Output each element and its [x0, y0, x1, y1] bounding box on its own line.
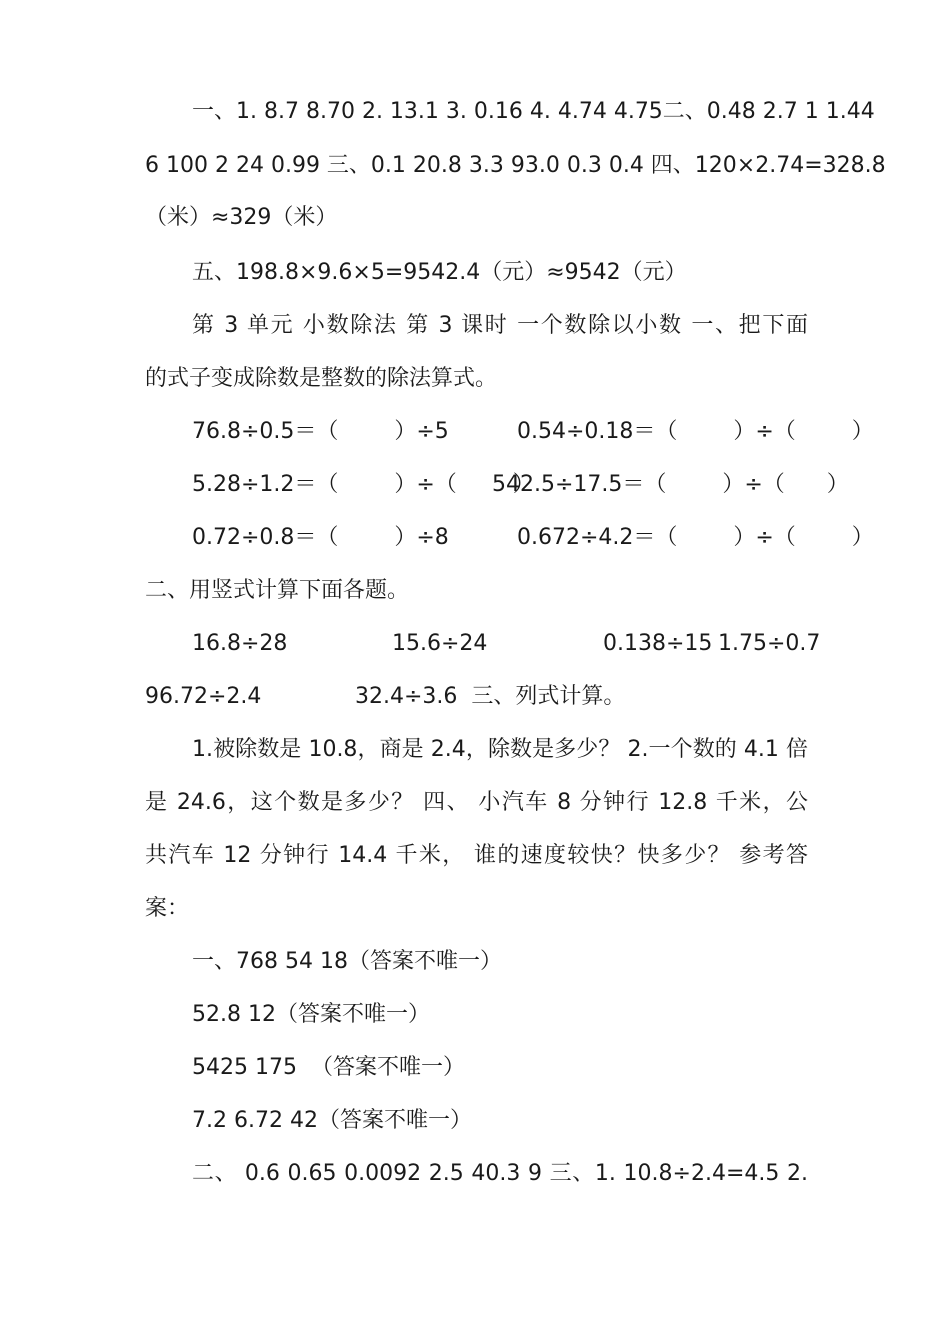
question-4-line: 共汽车 12 分钟行 14.4 千米， 谁的速度较快？快多少？ 参考答 — [145, 843, 808, 868]
answer-line-4: 五、198.8×9.6×5=9542.4（元）≈9542（元） — [192, 260, 687, 285]
answer-line-1: 一、1. 8.7 8.70 2. 13.1 3. 0.16 4. 4.74 4.75二、0.48 2.7 1 1.44 — [192, 99, 875, 124]
question-1-instruction: 的式子变成除数是整数的除法算式。 — [145, 366, 498, 391]
answer-line-2: 6 100 2 24 0.99 三、0.1 20.8 3.3 93.0 0.3 0.4 四、120×2.74=328.8 — [145, 153, 886, 178]
answer-key-2-3: 二、 0.6 0.65 0.0092 2.5 40.3 9 三、1. 10.8÷2.4=4.5 2. — [192, 1161, 808, 1186]
exercise-3-left: 0.72÷0.8＝（ ）÷8 — [192, 525, 449, 550]
exercise-2-right: 542.5÷17.5＝（ ）÷（ ） — [492, 472, 849, 497]
lesson-heading: 第 3 单元 小数除法 第 3 课时 一个数除以小数 一、把下面 — [192, 313, 808, 338]
answer-key-1a: 一、768 54 18（答案不唯一） — [192, 949, 502, 974]
answer-key-1c: 5425 175 （答案不唯一） — [192, 1055, 465, 1080]
answer-line-3: （米）≈329（米） — [145, 205, 338, 230]
exercise-3-right: 0.672÷4.2＝（ ）÷（ ） — [517, 525, 874, 550]
answer-key-1d: 7.2 6.72 42（答案不唯一） — [192, 1108, 472, 1133]
answer-key-1b: 52.8 12（答案不唯一） — [192, 1002, 430, 1027]
calc-item-5: 96.72÷2.4 — [145, 684, 262, 709]
exercise-1-left: 76.8÷0.5＝（ ）÷5 — [192, 419, 449, 444]
calc-item-1: 16.8÷28 — [192, 631, 288, 656]
question-3-line-1: 1.被除数是 10.8，商是 2.4，除数是多少？ 2.一个数的 4.1 倍 — [192, 737, 808, 762]
calc-item-6-and-q3: 32.4÷3.6 三、列式计算。 — [355, 684, 626, 709]
question-2-instruction: 二、用竖式计算下面各题。 — [145, 578, 410, 603]
exercise-1-right: 0.54÷0.18＝（ ）÷（ ） — [517, 419, 874, 444]
exercise-2-left: 5.28÷1.2＝（ ）÷（ ） — [192, 472, 535, 497]
calc-item-4: 1.75÷0.7 — [718, 631, 821, 656]
calc-item-3: 0.138÷15 — [603, 631, 713, 656]
question-3-line-2: 是 24.6，这个数是多少？ 四、 小汽车 8 分钟行 12.8 千米，公 — [145, 790, 808, 815]
answer-key-label: 案： — [145, 896, 190, 921]
calc-item-2: 15.6÷24 — [392, 631, 488, 656]
